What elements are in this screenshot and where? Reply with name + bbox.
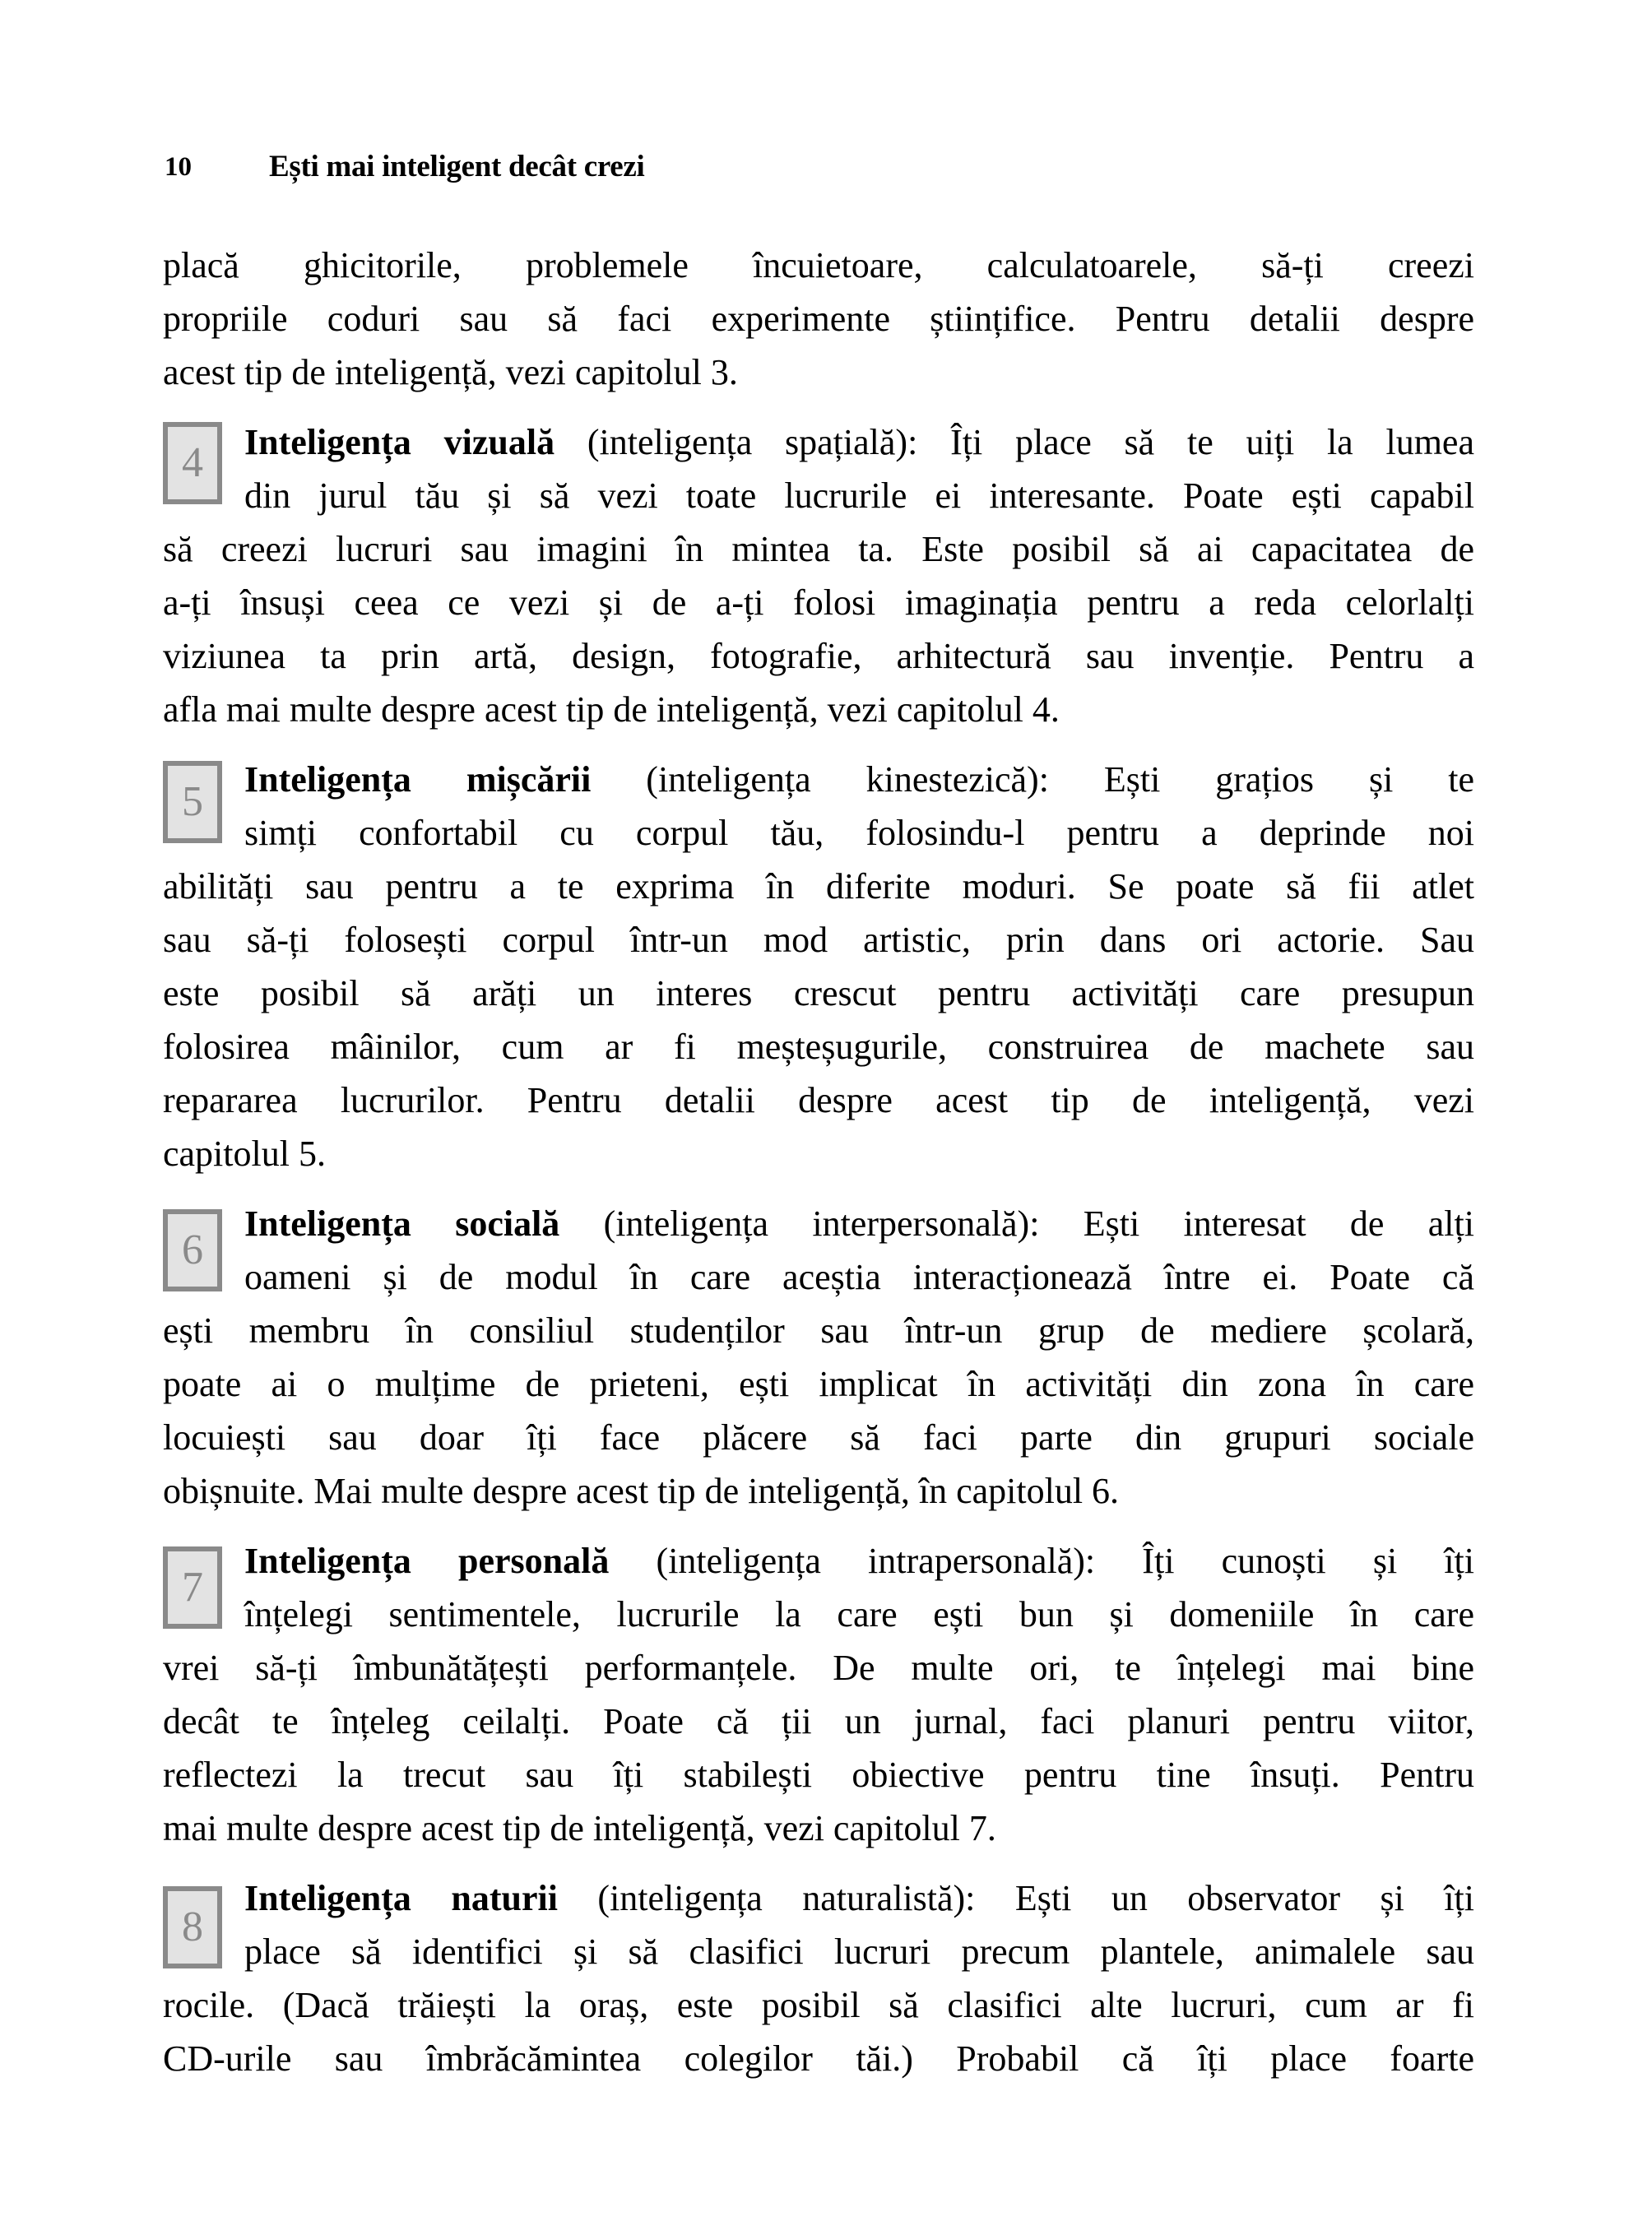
- section-heading-line: [244, 753, 1474, 806]
- text-line: obișnuite. Mai multe despre acest tip de inteligență, în capitolul 6.: [163, 1471, 1120, 1511]
- section-title: Inteligența socială: [244, 1203, 560, 1244]
- page-number: 10: [165, 152, 192, 182]
- text-line: reflectezi la trecut sau îți stabilești obiective pentru tine însuți. Pentru: [163, 1755, 1474, 1795]
- text-line: decât te înțeleg ceilalți. Poate că ții un jurnal, faci planuri pentru viitor,: [163, 1701, 1474, 1741]
- text-line: oameni și de modul în care aceștia interacționează între ei. Poate că: [244, 1257, 1474, 1297]
- text-line: locuiești sau doar îți face plăcere să faci parte din grupuri sociale: [163, 1417, 1474, 1458]
- text-line: a-ți însuși ceea ce vezi și de a-ți folosi imaginația pentru a reda celorlalți: [163, 582, 1474, 623]
- text-line: viziunea ta prin artă, design, fotografie, arhitectură sau invenție. Pentru a: [163, 636, 1474, 676]
- text-run: (inteligența interpersonală): Ești interesat de alți: [559, 1203, 1474, 1244]
- section-number-box: 7: [163, 1546, 222, 1629]
- text-line: capitolul 5.: [163, 1134, 326, 1174]
- section-title: Inteligența mișcării: [244, 759, 592, 800]
- text-line: înțelegi sentimentele, lucrurile la care ești bun și domeniile în care: [244, 1594, 1474, 1635]
- text-line: vrei să-ți îmbunătățești performanțele. De multe ori, te înțelegi mai bine: [163, 1648, 1474, 1688]
- section-number-box: 4: [163, 422, 222, 504]
- text-line: din jurul tău și să vezi toate lucrurile ei interesante. Poate ești capabil: [244, 475, 1474, 516]
- text-line: CD-urile sau îmbrăcămintea colegilor tăi.) Probabil că îți place foarte: [163, 2038, 1474, 2079]
- text-run: (inteligența spațială): Îți place să te uiți la lumea: [555, 422, 1474, 462]
- section-number-box: 6: [163, 1209, 222, 1291]
- text-line: repararea lucrurilor. Pentru detalii despre acest tip de inteligență, vezi: [163, 1080, 1474, 1120]
- text-line: placă ghicitorile, problemele încuietoare, calculatoarele, să-ți creezi: [163, 245, 1474, 285]
- text-line: acest tip de inteligență, vezi capitolul 3.: [163, 352, 738, 392]
- section-number-box: 5: [163, 761, 222, 843]
- text-line: afla mai multe despre acest tip de inteligență, vezi capitolul 4.: [163, 689, 1060, 730]
- book-title: Ești mai inteligent decât crezi: [269, 150, 645, 183]
- text-line: folosirea mâinilor, cum ar fi meșteșugurile, construirea de machete sau: [163, 1027, 1474, 1067]
- section-number-box: 8: [163, 1886, 222, 1968]
- section-heading-line: [244, 1534, 1474, 1588]
- text-run: (inteligența intrapersonală): Îți cunoști și îți: [609, 1541, 1474, 1581]
- section-heading-line: [244, 415, 1474, 469]
- section-heading-line: [244, 1197, 1474, 1250]
- text-line: place să identifici și să clasifici lucruri precum plantele, animalele sau: [244, 1931, 1474, 1972]
- text-line: mai multe despre acest tip de inteligență, vezi capitolul 7.: [163, 1808, 996, 1848]
- text-line: rocile. (Dacă trăiești la oraș, este posibil să clasifici alte lucruri, cum ar fi: [163, 1985, 1474, 2025]
- text-line: simți confortabil cu corpul tău, folosindu-l pentru a deprinde noi: [244, 813, 1474, 853]
- text-line: este posibil să arăți un interes crescut pentru activități care presupun: [163, 973, 1474, 1013]
- text-line: poate ai o mulțime de prieteni, ești implicat în activități din zona în care: [163, 1364, 1474, 1404]
- section-title: Inteligența vizuală: [244, 422, 555, 462]
- section-title: Inteligența personală: [244, 1541, 610, 1581]
- text-line: ești membru în consiliul studenților sau într-un grup de mediere școlară,: [163, 1310, 1474, 1351]
- text-run: (inteligența naturalistă): Ești un observator și îți: [557, 1878, 1474, 1918]
- text-line: să creezi lucruri sau imagini în mintea ta. Este posibil să ai capacitatea de: [163, 529, 1474, 569]
- text-line: propriile coduri sau să faci experimente științifice. Pentru detalii despre: [163, 299, 1474, 339]
- text-run: (inteligența kinestezică): Ești grațios și te: [591, 759, 1474, 800]
- text-line: abilități sau pentru a te exprima în diferite moduri. Se poate să fii atlet: [163, 866, 1474, 907]
- section-title: Inteligența naturii: [244, 1878, 558, 1918]
- section-heading-line: [244, 1871, 1474, 1925]
- text-line: sau să-ți folosești corpul într-un mod artistic, prin dans ori actorie. Sau: [163, 920, 1474, 960]
